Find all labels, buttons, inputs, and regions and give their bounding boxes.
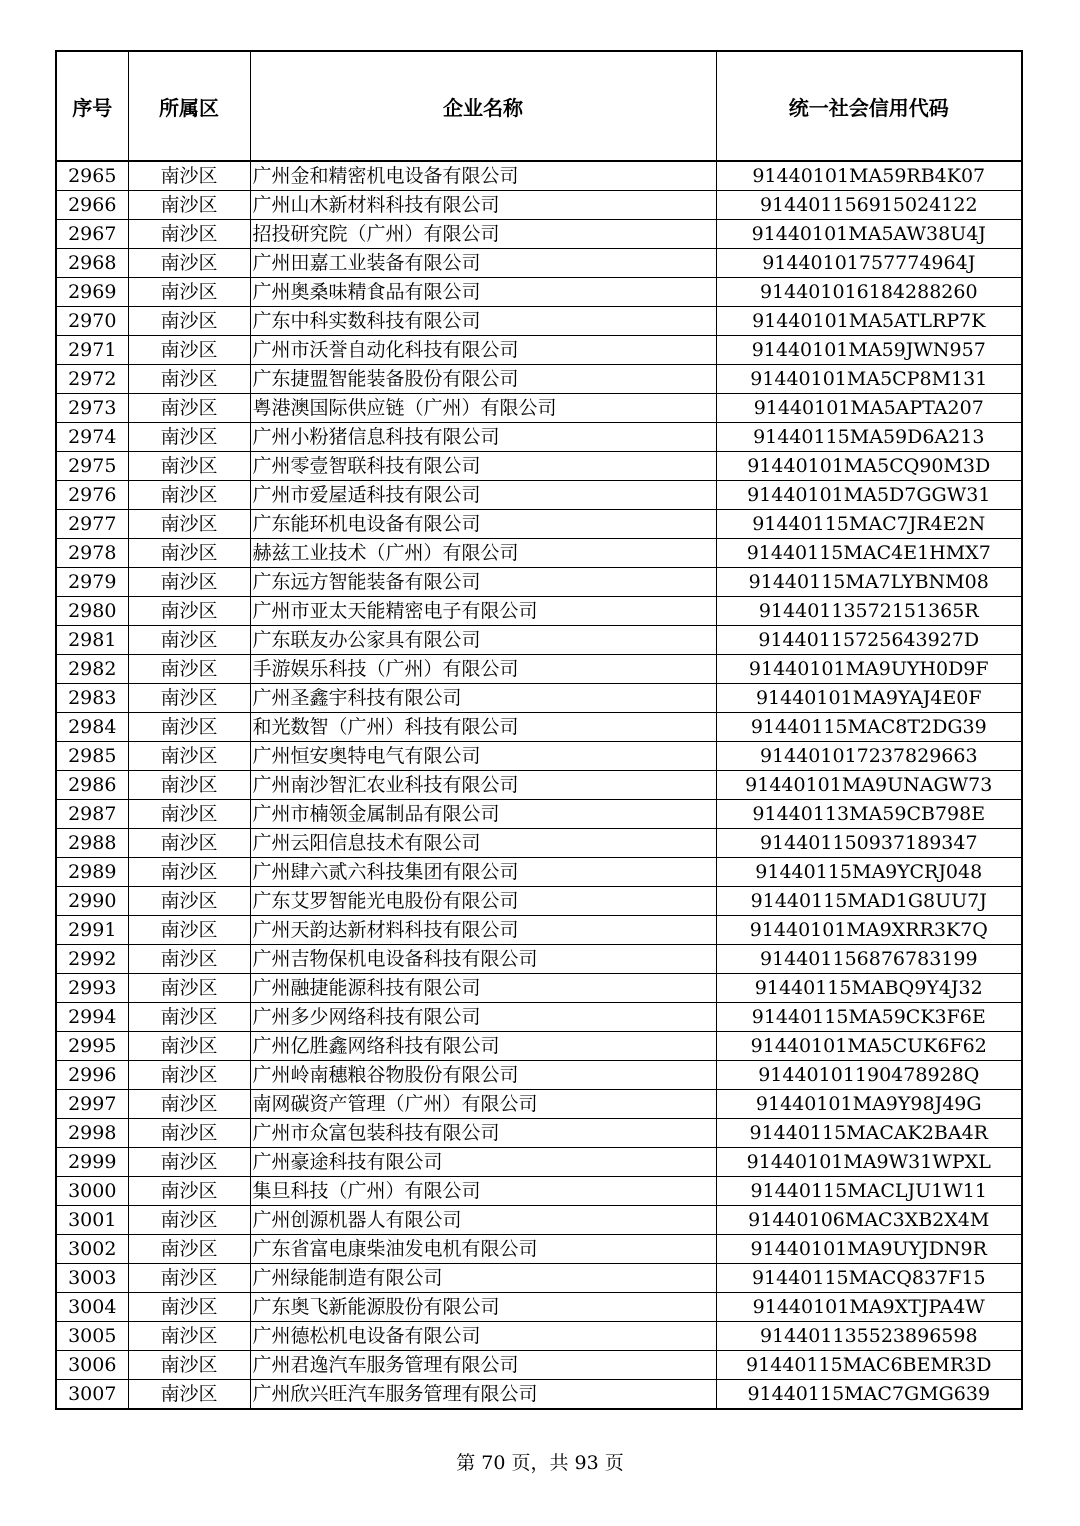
table-row xyxy=(56,1380,1022,1410)
cell-credit-code: 91440101MA9XRR3K7Q xyxy=(716,916,1022,945)
cell-serial-number: 2998 xyxy=(56,1119,128,1148)
cell-serial-number: 2991 xyxy=(56,916,128,945)
header-credit-code: 统一社会信用代码 xyxy=(716,51,1022,161)
cell-company-name: 招投研究院（广州）有限公司 xyxy=(250,220,716,249)
cell-company-name: 广州君逸汽车服务管理有限公司 xyxy=(250,1351,716,1380)
table-row xyxy=(56,1351,1022,1380)
cell-credit-code: 91440101MA9Y98J49G xyxy=(716,1090,1022,1119)
cell-serial-number: 2981 xyxy=(56,626,128,655)
cell-credit-code: 91440101MA5AW38U4J xyxy=(716,220,1022,249)
cell-credit-code: 91440101MA9XTJPA4W xyxy=(716,1293,1022,1322)
table-row xyxy=(56,568,1022,597)
table-row xyxy=(56,1003,1022,1032)
cell-district: 南沙区 xyxy=(128,858,250,887)
cell-company-name: 广州岭南穗粮谷物股份有限公司 xyxy=(250,1061,716,1090)
cell-serial-number: 2983 xyxy=(56,684,128,713)
cell-credit-code: 91440101MA9UYH0D9F xyxy=(716,655,1022,684)
table-row xyxy=(56,191,1022,220)
table-row xyxy=(56,336,1022,365)
cell-company-name: 广州豪途科技有限公司 xyxy=(250,1148,716,1177)
cell-credit-code: 91440115MA59D6A213 xyxy=(716,423,1022,452)
cell-serial-number: 2994 xyxy=(56,1003,128,1032)
cell-company-name: 广州市楠领金属制品有限公司 xyxy=(250,800,716,829)
cell-credit-code: 91440115MABQ9Y4J32 xyxy=(716,974,1022,1003)
table-row xyxy=(56,1206,1022,1235)
table-row xyxy=(56,481,1022,510)
cell-credit-code: 91440115MAC6BEMR3D xyxy=(716,1351,1022,1380)
cell-district: 南沙区 xyxy=(128,1351,250,1380)
table-row xyxy=(56,713,1022,742)
cell-serial-number: 3003 xyxy=(56,1264,128,1293)
table-row xyxy=(56,1090,1022,1119)
cell-district: 南沙区 xyxy=(128,1264,250,1293)
cell-district: 南沙区 xyxy=(128,220,250,249)
cell-district: 南沙区 xyxy=(128,916,250,945)
cell-district: 南沙区 xyxy=(128,1119,250,1148)
cell-credit-code: 91440115MAC4E1HMX7 xyxy=(716,539,1022,568)
cell-serial-number: 2973 xyxy=(56,394,128,423)
table-row xyxy=(56,423,1022,452)
cell-company-name: 广东奥飞新能源股份有限公司 xyxy=(250,1293,716,1322)
cell-serial-number: 3006 xyxy=(56,1351,128,1380)
table-row xyxy=(56,307,1022,336)
cell-district: 南沙区 xyxy=(128,1032,250,1061)
cell-serial-number: 2992 xyxy=(56,945,128,974)
cell-serial-number: 3001 xyxy=(56,1206,128,1235)
cell-company-name: 广东远方智能装备有限公司 xyxy=(250,568,716,597)
cell-company-name: 广东联友办公家具有限公司 xyxy=(250,626,716,655)
cell-credit-code: 914401150937189347 xyxy=(716,829,1022,858)
cell-district: 南沙区 xyxy=(128,423,250,452)
cell-district: 南沙区 xyxy=(128,1061,250,1090)
cell-credit-code: 914401156876783199 xyxy=(716,945,1022,974)
cell-credit-code: 91440101190478928Q xyxy=(716,1061,1022,1090)
cell-company-name: 广州市沃誉自动化科技有限公司 xyxy=(250,336,716,365)
cell-serial-number: 2989 xyxy=(56,858,128,887)
table-row xyxy=(56,161,1022,191)
cell-credit-code: 914401135523896598 xyxy=(716,1322,1022,1351)
cell-serial-number: 2987 xyxy=(56,800,128,829)
cell-serial-number: 2980 xyxy=(56,597,128,626)
cell-district: 南沙区 xyxy=(128,829,250,858)
cell-serial-number: 2971 xyxy=(56,336,128,365)
cell-credit-code: 91440115MA7LYBNM08 xyxy=(716,568,1022,597)
table-row xyxy=(56,1264,1022,1293)
header-row xyxy=(56,51,1022,161)
cell-company-name: 广州市亚太天能精密电子有限公司 xyxy=(250,597,716,626)
cell-serial-number: 3004 xyxy=(56,1293,128,1322)
cell-company-name: 广州南沙智汇农业科技有限公司 xyxy=(250,771,716,800)
cell-serial-number: 2972 xyxy=(56,365,128,394)
table-row xyxy=(56,278,1022,307)
cell-district: 南沙区 xyxy=(128,684,250,713)
cell-serial-number: 2986 xyxy=(56,771,128,800)
cell-district: 南沙区 xyxy=(128,336,250,365)
table-row xyxy=(56,452,1022,481)
cell-company-name: 广州山木新材料科技有限公司 xyxy=(250,191,716,220)
cell-credit-code: 91440115MAD1G8UU7J xyxy=(716,887,1022,916)
cell-serial-number: 2974 xyxy=(56,423,128,452)
cell-company-name: 广州奥桑味精食品有限公司 xyxy=(250,278,716,307)
table-row xyxy=(56,539,1022,568)
cell-credit-code: 91440115MAC8T2DG39 xyxy=(716,713,1022,742)
cell-company-name: 集旦科技（广州）有限公司 xyxy=(250,1177,716,1206)
cell-district: 南沙区 xyxy=(128,800,250,829)
table-row xyxy=(56,1322,1022,1351)
cell-company-name: 广州圣鑫宇科技有限公司 xyxy=(250,684,716,713)
cell-company-name: 广州小粉猪信息科技有限公司 xyxy=(250,423,716,452)
cell-credit-code: 91440101MA9UYJDN9R xyxy=(716,1235,1022,1264)
cell-credit-code: 91440113572151365R xyxy=(716,597,1022,626)
cell-credit-code: 91440115MAC7JR4E2N xyxy=(716,510,1022,539)
header-serial-number: 序号 xyxy=(56,51,128,161)
cell-credit-code: 91440115725643927D xyxy=(716,626,1022,655)
cell-company-name: 广州亿胜鑫网络科技有限公司 xyxy=(250,1032,716,1061)
table-row xyxy=(56,597,1022,626)
cell-company-name: 广东能环机电设备有限公司 xyxy=(250,510,716,539)
header-company-name: 企业名称 xyxy=(250,51,716,161)
cell-company-name: 广州多少网络科技有限公司 xyxy=(250,1003,716,1032)
cell-company-name: 广州市爱屋适科技有限公司 xyxy=(250,481,716,510)
cell-district: 南沙区 xyxy=(128,887,250,916)
table-row xyxy=(56,829,1022,858)
cell-district: 南沙区 xyxy=(128,452,250,481)
cell-company-name: 粤港澳国际供应链（广州）有限公司 xyxy=(250,394,716,423)
cell-district: 南沙区 xyxy=(128,1206,250,1235)
cell-district: 南沙区 xyxy=(128,974,250,1003)
cell-company-name: 赫兹工业技术（广州）有限公司 xyxy=(250,539,716,568)
cell-credit-code: 91440101MA5CQ90M3D xyxy=(716,452,1022,481)
cell-serial-number: 3005 xyxy=(56,1322,128,1351)
cell-company-name: 广州创源机器人有限公司 xyxy=(250,1206,716,1235)
cell-serial-number: 2969 xyxy=(56,278,128,307)
table-row xyxy=(56,1119,1022,1148)
cell-district: 南沙区 xyxy=(128,713,250,742)
table-row xyxy=(56,945,1022,974)
cell-company-name: 广州田嘉工业装备有限公司 xyxy=(250,249,716,278)
cell-credit-code: 91440115MA59CK3F6E xyxy=(716,1003,1022,1032)
cell-district: 南沙区 xyxy=(128,394,250,423)
cell-district: 南沙区 xyxy=(128,307,250,336)
table-row xyxy=(56,1032,1022,1061)
cell-serial-number: 2970 xyxy=(56,307,128,336)
cell-district: 南沙区 xyxy=(128,249,250,278)
cell-company-name: 广州恒安奥特电气有限公司 xyxy=(250,742,716,771)
cell-credit-code: 91440113MA59CB798E xyxy=(716,800,1022,829)
cell-serial-number: 2966 xyxy=(56,191,128,220)
cell-credit-code: 91440115MACAK2BA4R xyxy=(716,1119,1022,1148)
table-row xyxy=(56,249,1022,278)
cell-company-name: 广州融捷能源科技有限公司 xyxy=(250,974,716,1003)
cell-company-name: 广东省富电康柴油发电机有限公司 xyxy=(250,1235,716,1264)
table-row xyxy=(56,394,1022,423)
cell-credit-code: 91440115MACQ837F15 xyxy=(716,1264,1022,1293)
table-row xyxy=(56,510,1022,539)
table-row xyxy=(56,742,1022,771)
table-row xyxy=(56,365,1022,394)
table-row xyxy=(56,220,1022,249)
cell-company-name: 和光数智（广州）科技有限公司 xyxy=(250,713,716,742)
cell-district: 南沙区 xyxy=(128,597,250,626)
cell-serial-number: 2976 xyxy=(56,481,128,510)
cell-district: 南沙区 xyxy=(128,278,250,307)
cell-serial-number: 3007 xyxy=(56,1380,128,1410)
cell-company-name: 广州肆六贰六科技集团有限公司 xyxy=(250,858,716,887)
cell-serial-number: 2990 xyxy=(56,887,128,916)
cell-credit-code: 91440101757774964J xyxy=(716,249,1022,278)
page-number: 第 70 页，共 93 页 xyxy=(456,1452,624,1474)
cell-serial-number: 3000 xyxy=(56,1177,128,1206)
table-row xyxy=(56,684,1022,713)
cell-credit-code: 91440101MA9UNAGW73 xyxy=(716,771,1022,800)
cell-company-name: 广州零壹智联科技有限公司 xyxy=(250,452,716,481)
table-row xyxy=(56,1148,1022,1177)
table-row xyxy=(56,771,1022,800)
cell-company-name: 广州绿能制造有限公司 xyxy=(250,1264,716,1293)
cell-district: 南沙区 xyxy=(128,1322,250,1351)
cell-serial-number: 2979 xyxy=(56,568,128,597)
cell-serial-number: 2993 xyxy=(56,974,128,1003)
cell-credit-code: 91440101MA5APTA207 xyxy=(716,394,1022,423)
cell-company-name: 广东艾罗智能光电股份有限公司 xyxy=(250,887,716,916)
cell-company-name: 广州德松机电设备有限公司 xyxy=(250,1322,716,1351)
cell-district: 南沙区 xyxy=(128,1148,250,1177)
table-row xyxy=(56,858,1022,887)
cell-company-name: 广东捷盟智能装备股份有限公司 xyxy=(250,365,716,394)
cell-district: 南沙区 xyxy=(128,655,250,684)
cell-serial-number: 2985 xyxy=(56,742,128,771)
cell-company-name: 广州天韵达新材料科技有限公司 xyxy=(250,916,716,945)
cell-district: 南沙区 xyxy=(128,1090,250,1119)
cell-serial-number: 2982 xyxy=(56,655,128,684)
table-row xyxy=(56,626,1022,655)
table-body xyxy=(56,161,1022,1409)
cell-serial-number: 2999 xyxy=(56,1148,128,1177)
cell-company-name: 广州云阳信息技术有限公司 xyxy=(250,829,716,858)
cell-credit-code: 914401156915024122 xyxy=(716,191,1022,220)
table-row xyxy=(56,800,1022,829)
cell-company-name: 手游娱乐科技（广州）有限公司 xyxy=(250,655,716,684)
cell-serial-number: 2996 xyxy=(56,1061,128,1090)
cell-serial-number: 2977 xyxy=(56,510,128,539)
cell-credit-code: 91440101MA9YAJ4E0F xyxy=(716,684,1022,713)
cell-credit-code: 91440115MAC7GMG639 xyxy=(716,1380,1022,1410)
cell-credit-code: 91440106MAC3XB2X4M xyxy=(716,1206,1022,1235)
cell-district: 南沙区 xyxy=(128,568,250,597)
cell-serial-number: 2978 xyxy=(56,539,128,568)
cell-company-name: 广州市众富包装科技有限公司 xyxy=(250,1119,716,1148)
cell-serial-number: 3002 xyxy=(56,1235,128,1264)
table-row xyxy=(56,1235,1022,1264)
cell-credit-code: 91440101MA59JWN957 xyxy=(716,336,1022,365)
table-header xyxy=(56,51,1022,161)
cell-serial-number: 2995 xyxy=(56,1032,128,1061)
cell-credit-code: 91440115MA9YCRJ048 xyxy=(716,858,1022,887)
cell-district: 南沙区 xyxy=(128,481,250,510)
cell-company-name: 广州金和精密机电设备有限公司 xyxy=(250,161,716,191)
cell-district: 南沙区 xyxy=(128,1003,250,1032)
cell-credit-code: 914401017237829663 xyxy=(716,742,1022,771)
header-district: 所属区 xyxy=(128,51,250,161)
cell-company-name: 广东中科实数科技有限公司 xyxy=(250,307,716,336)
cell-district: 南沙区 xyxy=(128,191,250,220)
cell-company-name: 广州欣兴旺汽车服务管理有限公司 xyxy=(250,1380,716,1410)
cell-credit-code: 91440101MA59RB4K07 xyxy=(716,161,1022,191)
cell-credit-code: 91440115MACLJU1W11 xyxy=(716,1177,1022,1206)
cell-serial-number: 2965 xyxy=(56,161,128,191)
table-row xyxy=(56,887,1022,916)
cell-district: 南沙区 xyxy=(128,742,250,771)
cell-credit-code: 91440101MA9W31WPXL xyxy=(716,1148,1022,1177)
cell-district: 南沙区 xyxy=(128,626,250,655)
cell-district: 南沙区 xyxy=(128,539,250,568)
cell-district: 南沙区 xyxy=(128,1177,250,1206)
table-row xyxy=(56,974,1022,1003)
cell-serial-number: 2984 xyxy=(56,713,128,742)
cell-credit-code: 914401016184288260 xyxy=(716,278,1022,307)
cell-district: 南沙区 xyxy=(128,945,250,974)
cell-serial-number: 2997 xyxy=(56,1090,128,1119)
cell-credit-code: 91440101MA5CP8M131 xyxy=(716,365,1022,394)
cell-credit-code: 91440101MA5CUK6F62 xyxy=(716,1032,1022,1061)
cell-company-name: 广州吉物保机电设备科技有限公司 xyxy=(250,945,716,974)
cell-company-name: 南网碳资产管理（广州）有限公司 xyxy=(250,1090,716,1119)
cell-serial-number: 2975 xyxy=(56,452,128,481)
cell-credit-code: 91440101MA5D7GGW31 xyxy=(716,481,1022,510)
cell-credit-code: 91440101MA5ATLRP7K xyxy=(716,307,1022,336)
cell-district: 南沙区 xyxy=(128,1380,250,1410)
table-row xyxy=(56,655,1022,684)
cell-serial-number: 2968 xyxy=(56,249,128,278)
cell-district: 南沙区 xyxy=(128,1293,250,1322)
cell-district: 南沙区 xyxy=(128,771,250,800)
cell-district: 南沙区 xyxy=(128,510,250,539)
cell-serial-number: 2967 xyxy=(56,220,128,249)
table-row xyxy=(56,916,1022,945)
table-row xyxy=(56,1061,1022,1090)
enterprise-table xyxy=(55,50,1023,1410)
cell-serial-number: 2988 xyxy=(56,829,128,858)
cell-district: 南沙区 xyxy=(128,365,250,394)
table-row xyxy=(56,1293,1022,1322)
table-row xyxy=(56,1177,1022,1206)
cell-district: 南沙区 xyxy=(128,1235,250,1264)
cell-district: 南沙区 xyxy=(128,161,250,191)
